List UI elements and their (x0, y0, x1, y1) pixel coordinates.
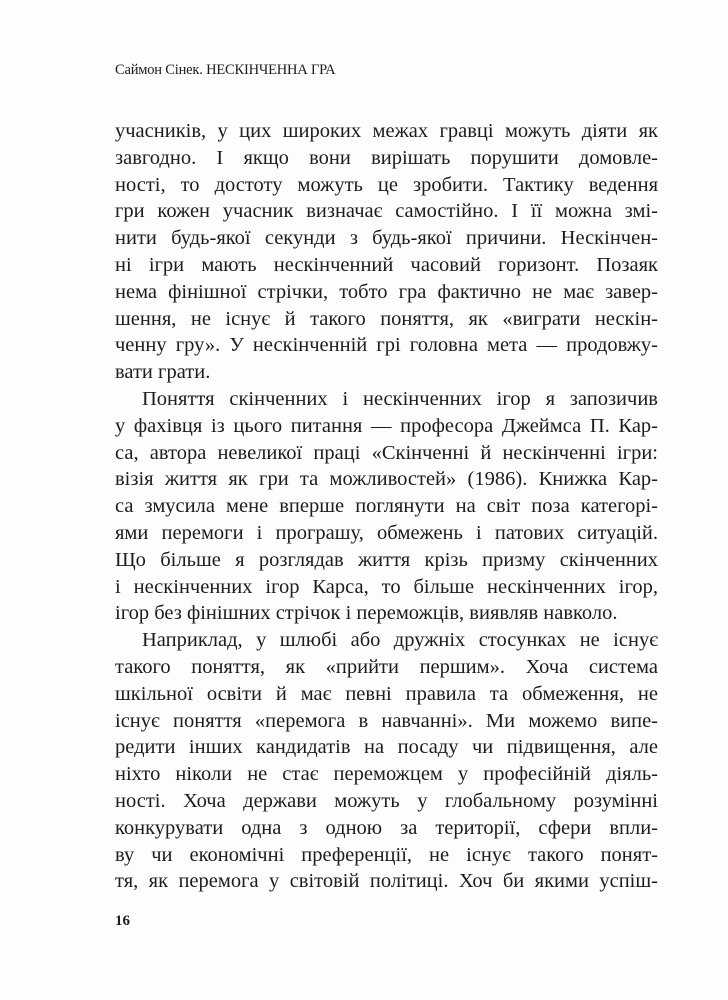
running-header: Саймон Сінек. НЕСКІНЧЕННА ГРА (115, 62, 336, 78)
text-line: у фахівця із цього питання — професора Джеймса П. Кар- (115, 414, 658, 437)
text-line: конкурувати одна з одною за території, сфери впли- (115, 816, 658, 839)
text-line: Наприклад, у шлюбі або дружніх стосунках не існує (142, 629, 658, 652)
text-line: ченну гру». У нескінченній грі головна мета — продовжу- (115, 334, 658, 357)
body-text (115, 118, 658, 895)
text-line: і нескінченних ігор Карса, то більше нескінченних ігор, (115, 575, 658, 598)
paragraph (115, 386, 658, 627)
text-line: ні ігри мають нескінченний часовий горизонт. Позаяк (115, 253, 658, 276)
text-line: ніхто ніколи не стає переможцем у професійній діяль- (115, 763, 658, 786)
text-line: нити будь-якої секунди з будь-якої причини. Нескінчен- (115, 227, 658, 250)
text-line: завгодно. І якщо вони вирішать порушити домовле- (115, 146, 658, 169)
text-line: шення, не існує й такого поняття, як «виграти нескін- (115, 307, 658, 330)
text-line: ями перемоги і програшу, обмежень і патових ситуацій. (115, 521, 658, 544)
text-line: вати грати. (115, 361, 211, 384)
text-line: Поняття скінченних і нескінченних ігор я запозичив (142, 387, 658, 410)
text-line: гри кожен учасник визначає самостійно. І її можна змі- (115, 200, 658, 223)
paragraph (115, 627, 658, 895)
text-line: Що більше я розглядав життя крізь призму скінченних (115, 548, 658, 571)
text-line: редити інших кандидатів на посаду чи підвищення, але (115, 736, 658, 759)
page-number: 16 (115, 913, 130, 929)
paragraph (115, 118, 658, 386)
text-line: шкільної освіти й має певні правила та обмеження, не (115, 682, 658, 705)
text-line: тя, як перемога у світовій політиці. Хоч би якими успіш- (115, 870, 658, 893)
text-line: існує поняття «перемога в навчанні». Ми можемо випе- (115, 709, 658, 732)
text-line: ності, то достоту можуть це зробити. Тактику ведення (115, 173, 658, 196)
text-line: ігор без фінішних стрічок і переможців, виявляв навколо. (115, 602, 618, 625)
text-line: візія життя як гри та можливостей» (1986). Книжка Кар- (115, 468, 658, 491)
text-line: такого поняття, як «прийти першим». Хоча система (115, 655, 658, 678)
text-line: нема фінішної стрічки, тобто гра фактично не має завер- (115, 280, 658, 303)
text-line: ву чи економічні преференції, не існує такого понят- (115, 843, 658, 866)
text-line: са, автора невеликої праці «Скінченні й нескінченні ігри: (115, 441, 658, 464)
text-line: учасників, у цих широких межах гравці можуть діяти як (115, 120, 658, 142)
text-line: са змусила мене вперше поглянути на світ поза категорі- (115, 495, 658, 518)
text-line: ності. Хоча держави можуть у глобальному розумінні (115, 789, 658, 812)
